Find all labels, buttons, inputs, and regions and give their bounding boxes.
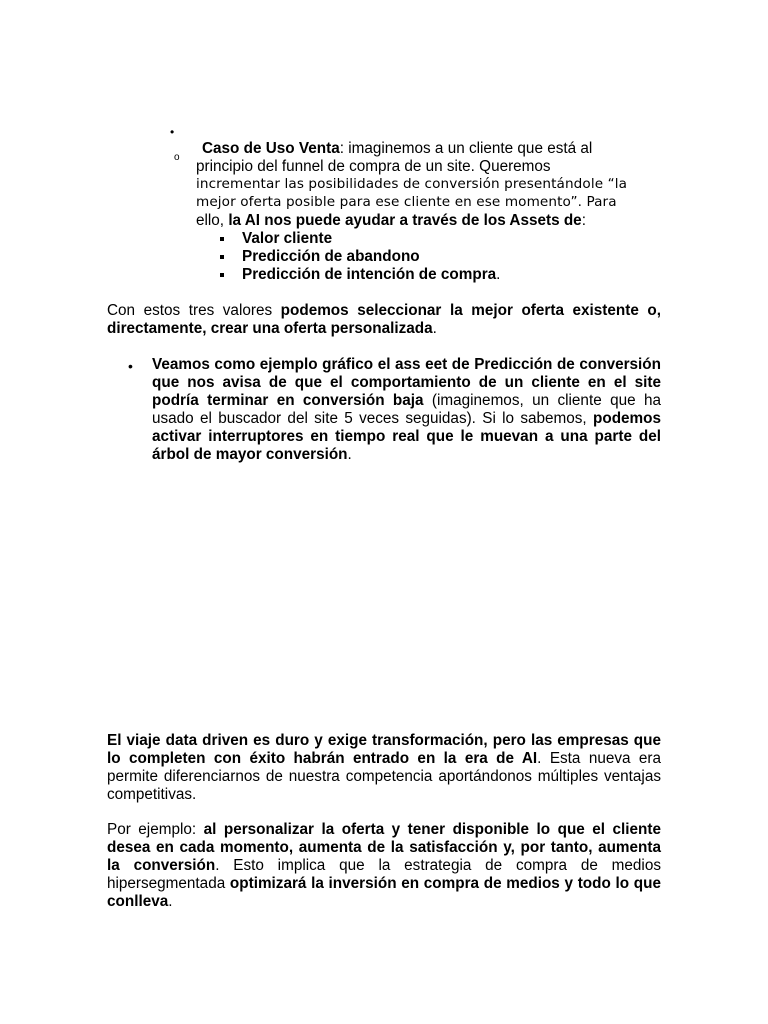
use-case-line-5: ello, la AI nos puede ayudar a través de los Assets de: [196,211,586,229]
ai-assets-phrase: la AI nos puede ayudar a través de los Assets de [228,211,582,229]
use-case-line-4: mejor oferta posible para ese cliente en ese momento”. Para [196,193,617,210]
square-bullet-icon [220,273,224,277]
list-item: Predicción de intención de compra. [196,266,500,284]
assets-list [196,230,500,284]
bullet-marker: • [128,358,133,374]
paragraph-example-personalize: Por ejemplo: al personalizar la oferta y tener disponible lo que el cliente desea en cada momento, aumenta de la satisfacción y, por tanto, aumenta la conversión. Esto implica que la estrategia de compra de medios hipersegmentada optimizará la inversión en compra de medios y todo lo que conlleva. [107,821,662,910]
use-case-block [196,140,636,230]
empty-bullet-marker: • [170,125,175,139]
use-case-line-3: incrementar las posibilidades de conversión presentándole “la [196,175,628,192]
list-item: Predicción de abandono [196,248,500,266]
paragraph-data-driven: El viaje data driven es duro y exige transformación, pero las empresas que lo completen con éxito habrán entrado en la era de AI. Esta nueva era permite diferenciarnos de nuestra competencia aportándonos múltiples ventajas competitivas. [107,732,661,803]
square-bullet-icon [220,237,224,241]
square-bullet-icon [220,255,224,259]
use-case-line-1: Caso de Uso Venta: imaginemos a un cliente que está al [202,140,593,157]
paragraph-example-prediction: Veamos como ejemplo gráfico el ass eet de Predicción de conversión que nos avisa de que el comportamiento de un cliente en el site podría terminar en conversión baja (imaginemos, un cliente que ha usado el buscador del site 5 veces seguidas). Si lo sabemos, podemos activar interruptores en tiempo real que le muevan a una parte del árbol de mayor conversión. [152,356,661,463]
use-case-title: Caso de Uso Venta [202,140,340,157]
list-item: Valor cliente [196,230,500,248]
use-case-line-2: principio del funnel de compra de un site. Queremos [196,157,551,175]
sub-bullet-marker: o [174,152,180,163]
paragraph-three-values: Con estos tres valores podemos seleccionar la mejor oferta existente o, directamente, crear una oferta personalizada. [107,302,661,337]
